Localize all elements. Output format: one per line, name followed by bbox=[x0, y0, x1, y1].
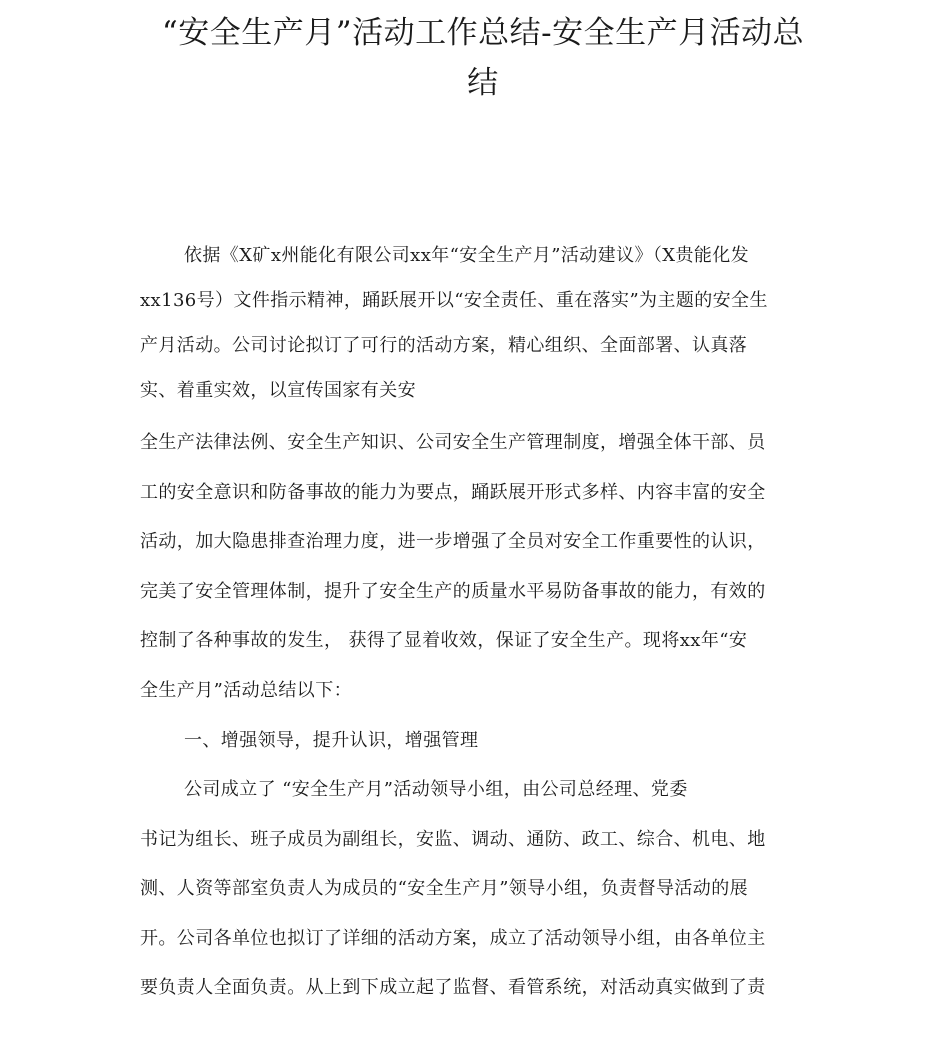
document-title bbox=[120, 8, 846, 108]
title-line: 结 bbox=[467, 65, 499, 101]
paragraph-line: 书记为组长、班子成员为副组长，安监、调动、通防、政工、综合、机电、地 bbox=[140, 828, 766, 850]
paragraph-summary bbox=[140, 418, 830, 716]
paragraph-line: 要负责人全面负责。从上到下成立起了监督、看管系统，对活动真实做到了责 bbox=[140, 977, 766, 999]
paragraph-line: 完美了安全管理体制，提升了安全生产的质量水平易防备事故的能力，有效的 bbox=[140, 580, 766, 602]
paragraph-line: 活动，加大隐患排查治理力度，进一步增强了全员对安全工作重要性的认识， bbox=[140, 531, 766, 553]
paragraph-line: 产月活动。公司讨论拟订了可行的活动方案，精心组织、全面部署、认真落 bbox=[140, 335, 748, 356]
section-heading-line: 一、增强领导，提升认识，增强管理 bbox=[184, 730, 479, 751]
paragraph-line: xx136号）文件指示精神，踊跃展开以“安全责任、重在落实”为主题的安全生 bbox=[140, 290, 768, 311]
title-line: “安全生产月”活动工作总结-安全生产月活动总 bbox=[161, 15, 805, 51]
paragraph-line: 依据《X矿x州能化有限公司xx年“安全生产月”活动建议》（X贵能化发 bbox=[184, 245, 750, 266]
paragraph-leadership bbox=[140, 765, 830, 1013]
paragraph-line: 控制了各种事故的发生， 获得了显着收效，保证了安全生产。现将xx年“安 bbox=[140, 630, 748, 652]
paragraph-line: 公司成立了 “安全生产月”活动领导小组，由公司总经理、党委 bbox=[184, 779, 688, 800]
paragraph-basis bbox=[140, 233, 830, 413]
paragraph-line: 实、着重实效，以宣传国家有关安 bbox=[140, 380, 416, 401]
paragraph-line: 全生产法律法例、安全生产知识、公司安全生产管理制度，增强全体干部、员 bbox=[140, 432, 766, 453]
section-heading bbox=[140, 716, 830, 766]
paragraph-line: 开。公司各单位也拟订了详细的活动方案，成立了活动领导小组，由各单位主 bbox=[140, 927, 766, 949]
paragraph-line: 测、人资等部室负责人为成员的“安全生产月”领导小组，负责督导活动的展 bbox=[140, 878, 749, 900]
paragraph-line: 全生产月”活动总结以下： bbox=[140, 679, 353, 701]
paragraph-line: 工的安全意识和防备事故的能力为要点，踊跃展开形式多样、内容丰富的安全 bbox=[140, 481, 766, 503]
